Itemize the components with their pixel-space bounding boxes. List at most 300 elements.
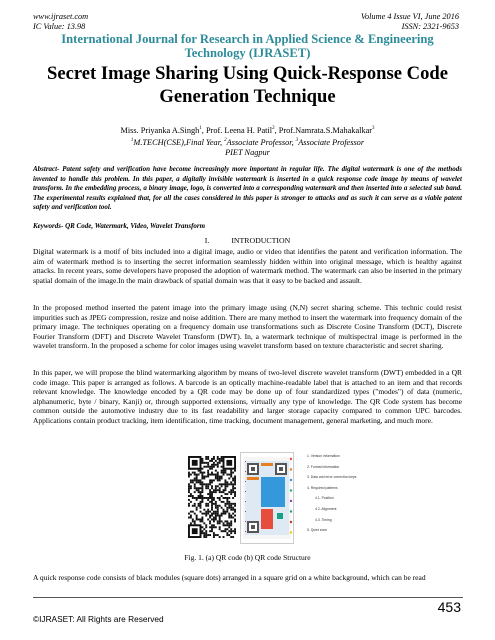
qr-module (232, 503, 234, 505)
qr-module (230, 528, 232, 530)
qr-module (205, 503, 207, 505)
qr-module (213, 464, 215, 466)
qr-module (213, 503, 215, 505)
qr-module (215, 477, 217, 479)
qr-module (226, 524, 228, 526)
qr-module (223, 511, 225, 513)
qr-module (201, 526, 203, 528)
qr-module (213, 520, 215, 522)
structure-region (245, 521, 246, 522)
section-heading (33, 236, 462, 246)
qr-module (226, 499, 228, 501)
legend-item: 4.1. Position (315, 496, 334, 501)
qr-module (215, 505, 217, 507)
qr-module (190, 515, 192, 517)
footer-divider (33, 597, 463, 598)
qr-module (213, 499, 215, 501)
qr-module (211, 491, 213, 493)
qr-module (192, 505, 194, 507)
qr-module (194, 497, 196, 499)
qr-module (230, 507, 232, 509)
qr-module (211, 474, 213, 476)
qr-module (200, 479, 202, 481)
qr-module (217, 509, 219, 511)
qr-module (223, 474, 225, 476)
qr-module (207, 505, 209, 507)
qr-module (226, 509, 228, 511)
qr-module (213, 524, 215, 526)
qr-module (232, 489, 234, 491)
qr-module (228, 497, 230, 499)
qr-module (223, 489, 225, 491)
qr-module (211, 528, 213, 530)
qr-module (188, 513, 190, 515)
qr-module (230, 474, 232, 476)
qr-module (203, 476, 205, 478)
qr-module (211, 515, 213, 517)
qr-module (188, 489, 190, 491)
qr-module (201, 491, 203, 493)
qr-module (209, 497, 211, 499)
qr-module (219, 477, 221, 479)
qr-module (198, 489, 200, 491)
qr-module (198, 479, 200, 481)
qr-module (215, 476, 217, 478)
figure-caption: Fig. 1. (a) QR code (b) QR code Structure (184, 553, 311, 562)
qr-module (215, 513, 217, 515)
qr-module (228, 501, 230, 503)
qr-module (226, 522, 228, 524)
qr-module (219, 515, 221, 517)
qr-module (226, 493, 228, 495)
qr-module (211, 509, 213, 511)
qr-module (213, 497, 215, 499)
qr-module (223, 530, 225, 532)
qr-module (192, 495, 194, 497)
qr-module (224, 503, 226, 505)
keywords: Keywords- QR Code, Watermark, Video, Wavelet Transform (33, 222, 206, 230)
qr-module (196, 481, 198, 483)
qr-module (213, 458, 215, 460)
qr-module (209, 460, 211, 462)
qr-module (194, 474, 196, 476)
qr-module (209, 491, 211, 493)
qr-module (230, 489, 232, 491)
qr-module (228, 477, 230, 479)
paragraph-2: In the proposed method inserted the patent image into the primary image using (N,N) secret sharing scheme. This technic could resist impurities such as JPEG compression, resize and noise addition. There are many method to insert the watermark into frequency domain of the primary image. The techniques operating on a frequency domain use transformations such as Discrete Cosine Transform (DCT), Discrete Fourier Transform (DFT) and Discrete Wavelet Transform (DWT). In, a watermark technique of multispectral image is performed in the wavelet transform. In the proposed a scheme for color images using wavelet transform based on texture characteristic and secret sharing. (33, 303, 462, 351)
qr-module (194, 483, 196, 485)
qr-module (211, 526, 213, 528)
qr-module (232, 485, 234, 487)
qr-module (224, 520, 226, 522)
qr-module (209, 511, 211, 513)
qr-module (196, 474, 198, 476)
qr-module (228, 503, 230, 505)
qr-module (200, 472, 202, 474)
qr-module (205, 511, 207, 513)
qr-module (232, 487, 234, 489)
qr-module (188, 476, 190, 478)
qr-module (224, 485, 226, 487)
qr-module (196, 518, 198, 520)
qr-module (207, 462, 209, 464)
qr-module (232, 497, 234, 499)
qr-module (211, 497, 213, 499)
qr-module (209, 501, 211, 503)
qr-module (232, 509, 234, 511)
qr-module (228, 513, 230, 515)
qr-module (198, 495, 200, 497)
qr-module (219, 489, 221, 491)
qr-module (213, 462, 215, 464)
qr-module (211, 468, 213, 470)
qr-module (203, 462, 205, 464)
qr-module (213, 479, 215, 481)
qr-module (205, 497, 207, 499)
qr-module (224, 470, 226, 472)
figure-legend (257, 452, 367, 533)
structure-region (245, 471, 246, 472)
qr-module (228, 505, 230, 507)
section-title: INTRODUCTION (231, 236, 291, 245)
qr-module (234, 491, 236, 493)
qr-module (224, 505, 226, 507)
qr-module (221, 515, 223, 517)
qr-module (203, 522, 205, 524)
qr-module (205, 534, 207, 536)
qr-module (213, 532, 215, 534)
qr-module (196, 509, 198, 511)
author-list: Miss. Priyanka A.Singh$^1$, Prof. Leena H. Patil$^2$, Prof.Namrata.S.Mahakalkar$^3$ (120, 125, 375, 135)
qr-module (223, 501, 225, 503)
qr-module (198, 491, 200, 493)
qr-module (201, 476, 203, 478)
qr-module (211, 466, 213, 468)
qr-module (209, 493, 211, 495)
qr-module (219, 479, 221, 481)
qr-module (192, 528, 198, 534)
qr-module (207, 487, 209, 489)
qr-module (194, 505, 196, 507)
qr-module (196, 489, 198, 491)
qr-module (234, 518, 236, 520)
qr-module (190, 517, 192, 519)
qr-module (201, 518, 203, 520)
qr-module (205, 476, 207, 478)
qr-module (200, 497, 202, 499)
qr-module (215, 526, 217, 528)
qr-module (196, 507, 198, 509)
qr-module (219, 528, 221, 530)
qr-module (201, 487, 203, 489)
qr-module (215, 507, 217, 509)
qr-module (211, 493, 213, 495)
qr-module (234, 503, 236, 505)
qr-module (230, 491, 232, 493)
qr-module (201, 477, 203, 479)
qr-module (213, 513, 215, 515)
qr-module (207, 483, 209, 485)
qr-module (205, 462, 207, 464)
qr-module (221, 513, 223, 515)
structure-region (245, 501, 246, 502)
qr-module (230, 483, 232, 485)
qr-module (205, 524, 207, 526)
qr-module (209, 534, 211, 536)
qr-module (217, 489, 219, 491)
qr-module (198, 487, 200, 489)
qr-module (196, 479, 198, 481)
qr-module (188, 505, 190, 507)
qr-module (226, 511, 228, 513)
qr-module (207, 485, 209, 487)
qr-module (203, 528, 205, 530)
qr-module (234, 528, 236, 530)
qr-module (207, 497, 209, 499)
qr-module (209, 479, 211, 481)
qr-module (200, 505, 202, 507)
qr-module (221, 485, 223, 487)
qr-module (226, 534, 228, 536)
qr-module (209, 520, 211, 522)
qr-module (192, 497, 194, 499)
qr-module (213, 489, 215, 491)
qr-module (224, 524, 226, 526)
qr-module (194, 485, 196, 487)
qr-module (194, 513, 196, 515)
qr-module (188, 487, 190, 489)
qr-module (215, 515, 217, 517)
qr-module (230, 476, 232, 478)
qr-module (230, 505, 232, 507)
qr-module (211, 499, 213, 501)
qr-module (219, 518, 221, 520)
qr-module (215, 460, 217, 462)
qr-module (192, 460, 198, 466)
qr-module (224, 489, 226, 491)
qr-module (207, 472, 209, 474)
qr-module (209, 515, 211, 517)
qr-module (219, 526, 221, 528)
qr-module (200, 520, 202, 522)
qr-module (192, 520, 194, 522)
qr-module (219, 505, 221, 507)
qr-module (194, 479, 196, 481)
qr-module (232, 479, 234, 481)
qr-module (211, 487, 213, 489)
qr-module (234, 483, 236, 485)
qr-module (221, 507, 223, 509)
qr-module (226, 507, 228, 509)
institution: PIET Nagpur (225, 148, 270, 157)
qr-module (200, 507, 202, 509)
qr-module (234, 477, 236, 479)
qr-module (219, 520, 221, 522)
author-1: Miss. Priyanka A.Singh (120, 125, 200, 135)
qr-module (203, 532, 205, 534)
qr-module (211, 507, 213, 509)
qr-module (203, 483, 205, 485)
qr-module (223, 513, 225, 515)
qr-module (224, 487, 226, 489)
qr-module (224, 493, 226, 495)
qr-module (234, 470, 236, 472)
qr-module (205, 458, 207, 460)
qr-module (221, 470, 223, 472)
qr-module (194, 503, 196, 505)
paragraph-3: In this paper, we will propose the blind watermarking algorithm by means of two-level discrete wavelet transform (DWT) embedded in a QR code image. This paper is arranged as follows. A barcode is an optically machine-readable label that is attached to an item and that records relevant knowledge. The knowledge encoded by a QR code may be done up of four standardized types ("modes") of data (numeric, alphanumeric, byte / binary, Kanji) or, through supported extensions, virtually any type of knowledge. The QR Code system has become common outside the automotive industry due to its fast readability and larger storage capacity compared to common UPC barcodes. Applications contain product tracking, item identification, time tracking, document management, general marketing, and much more. (33, 368, 462, 425)
qr-module (226, 532, 228, 534)
qr-module (215, 511, 217, 513)
qr-module (226, 501, 228, 503)
qr-module (190, 511, 192, 513)
qr-module (217, 485, 219, 487)
qr-module (211, 460, 213, 462)
qr-module (211, 481, 213, 483)
qr-module (194, 520, 196, 522)
qr-module (215, 474, 217, 476)
qr-module (201, 481, 203, 483)
affiliation-1: M.TECH(CSE),Final Year, (133, 137, 225, 147)
qr-module (215, 464, 217, 466)
legend-item: 4.3. Timing (315, 517, 332, 522)
qr-module (194, 522, 196, 524)
qr-module (200, 481, 202, 483)
qr-module (221, 530, 223, 532)
qr-module (215, 487, 217, 489)
qr-module (228, 524, 230, 526)
qr-module (211, 530, 213, 532)
affiliation-2: Associate Professor, (226, 137, 296, 147)
qr-module (217, 474, 219, 476)
qr-module (211, 518, 213, 520)
qr-module (224, 528, 226, 530)
qr-module (209, 481, 211, 483)
qr-module (234, 511, 236, 513)
qr-module (207, 493, 209, 495)
qr-module (192, 518, 194, 520)
qr-module (217, 520, 219, 522)
qr-module (209, 468, 211, 470)
qr-module (188, 472, 190, 474)
qr-module (228, 526, 230, 528)
qr-module (215, 534, 217, 536)
qr-module (224, 497, 226, 499)
qr-module (200, 518, 202, 520)
qr-module (201, 532, 203, 534)
qr-module (194, 477, 196, 479)
qr-module (230, 522, 232, 524)
copyright: ©IJRASET: All Rights are Reserved (33, 614, 164, 624)
qr-module (219, 499, 221, 501)
header-right (361, 12, 459, 32)
qr-module (228, 491, 230, 493)
qr-module (217, 505, 219, 507)
qr-module (234, 530, 236, 532)
qr-module (205, 536, 207, 538)
qr-module (203, 466, 205, 468)
qr-module (192, 481, 194, 483)
qr-module (215, 517, 217, 519)
qr-module (215, 491, 217, 493)
qr-module (207, 474, 209, 476)
qr-module (217, 458, 219, 460)
qr-module (228, 474, 230, 476)
qr-module (217, 479, 219, 481)
qr-module (234, 479, 236, 481)
qr-module (190, 485, 192, 487)
qr-module (232, 517, 234, 519)
qr-module (198, 474, 200, 476)
qr-module (203, 509, 205, 511)
qr-module (200, 511, 202, 513)
legend-item: 4. Required patterns (307, 485, 338, 490)
qr-module (213, 491, 215, 493)
qr-module (200, 491, 202, 493)
journal-name: International Journal for Research in Applied Science & Engineering Technology (IJRASET) (61, 32, 434, 60)
qr-module (188, 503, 190, 505)
qr-module (207, 499, 209, 501)
qr-module (215, 489, 217, 491)
qr-module (196, 517, 198, 519)
qr-module (211, 479, 213, 481)
qr-module (234, 481, 236, 483)
qr-module (234, 532, 236, 534)
qr-module (228, 483, 230, 485)
qr-module (221, 456, 223, 458)
qr-module (205, 530, 207, 532)
qr-module (219, 458, 221, 460)
qr-module (226, 528, 228, 530)
qr-module (226, 485, 228, 487)
qr-module (221, 460, 223, 462)
volume-issue: Volume 4 Issue VI, June 2016 (360, 12, 459, 21)
qr-module (207, 466, 209, 468)
qr-module (217, 515, 219, 517)
qr-module (211, 464, 213, 466)
legend-item: 2. Format information (307, 464, 340, 469)
qr-module (207, 476, 209, 478)
qr-module (224, 481, 226, 483)
qr-module (200, 470, 202, 472)
qr-module (223, 491, 225, 493)
qr-module (201, 497, 203, 499)
qr-module (188, 499, 190, 501)
author-2: Prof. Leena H. Patil (205, 125, 273, 135)
qr-module (205, 515, 207, 517)
qr-module (224, 513, 226, 515)
qr-module (200, 487, 202, 489)
qr-module (221, 520, 223, 522)
qr-module (207, 511, 209, 513)
structure-region (245, 461, 246, 462)
qr-module (209, 466, 211, 468)
qr-module (190, 487, 192, 489)
qr-module (226, 503, 228, 505)
qr-module (209, 495, 211, 497)
qr-module (207, 464, 209, 466)
qr-module (201, 489, 203, 491)
qr-module (211, 501, 213, 503)
qr-module (203, 497, 205, 499)
author-3: Prof.Namrata.S.Mahakalkar (278, 125, 373, 135)
qr-module (207, 458, 209, 460)
qr-module (209, 522, 211, 524)
qr-module (209, 517, 211, 519)
qr-module (209, 526, 211, 528)
qr-module (217, 507, 219, 509)
qr-module (219, 460, 221, 462)
